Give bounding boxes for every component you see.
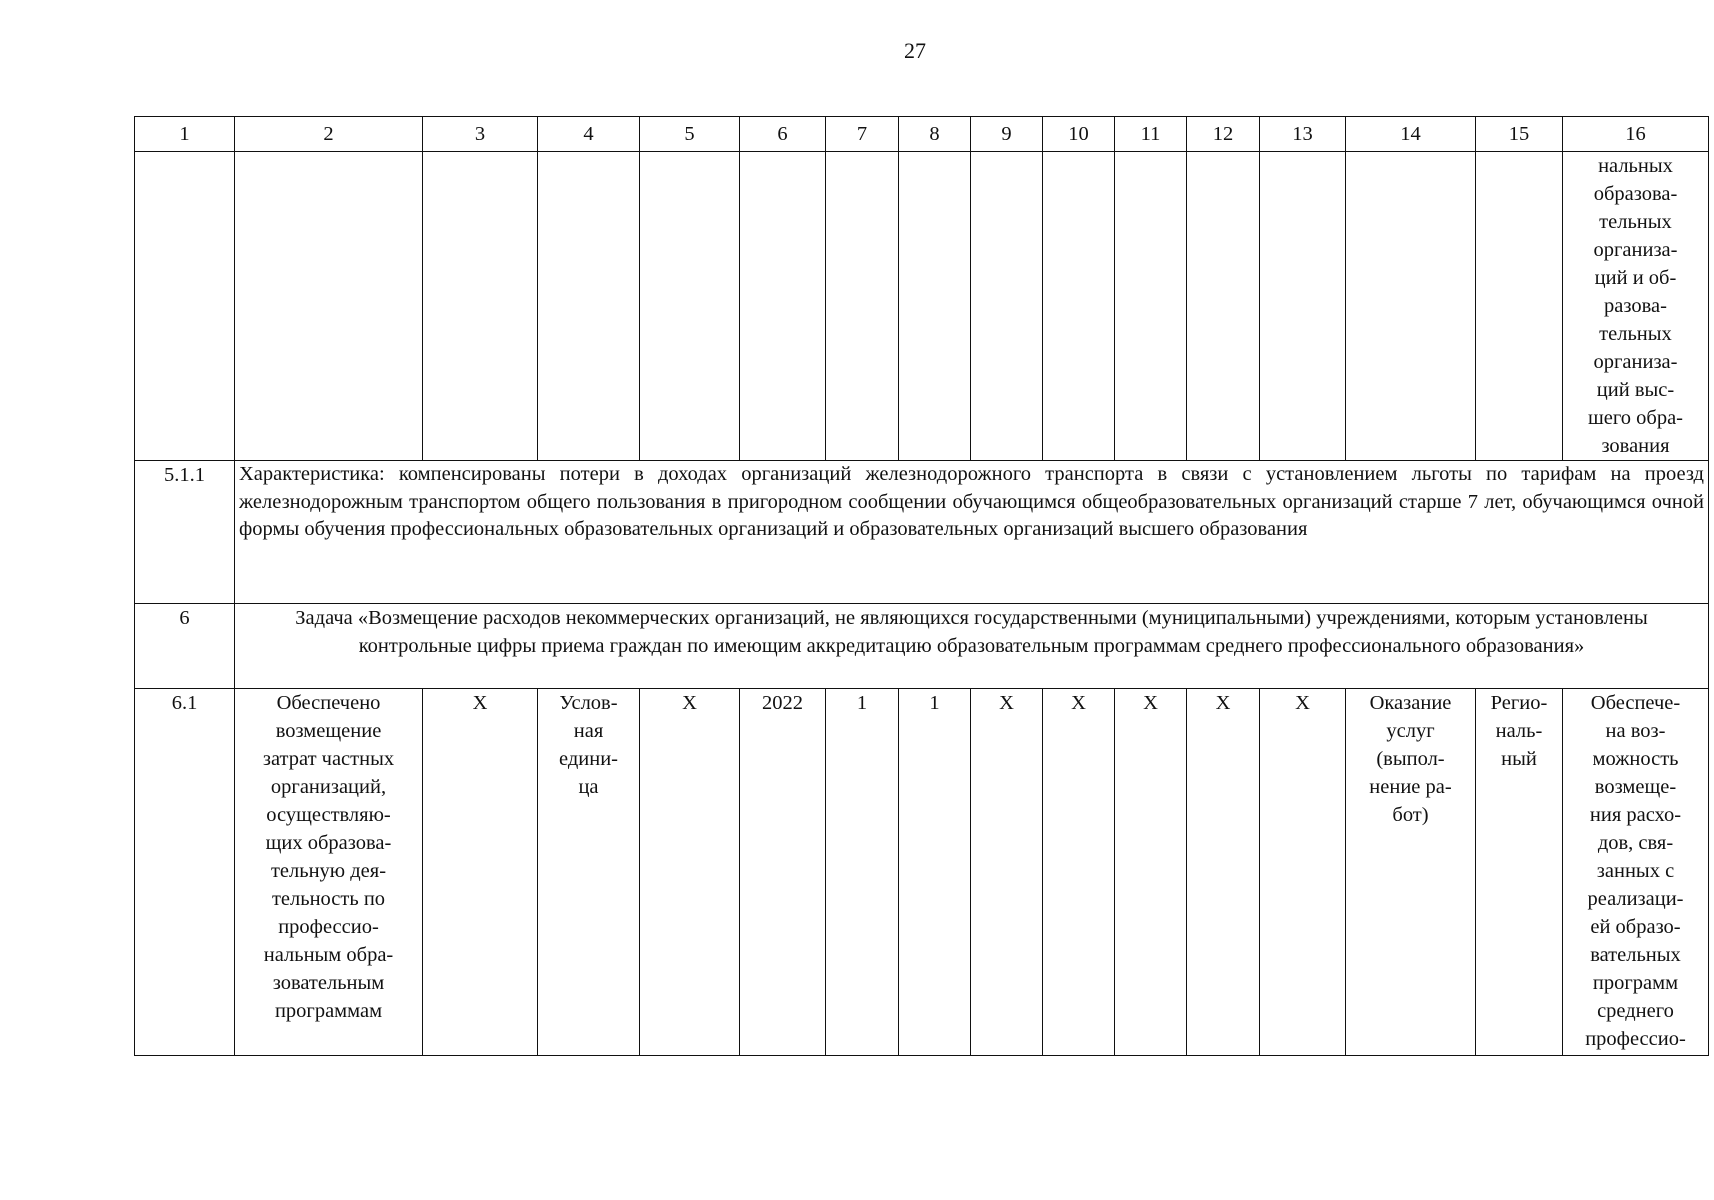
task-text: Задача «Возмещение расходов некоммерческих организаций, не являющихся государственными (муниципальными) учреждениями, которым установлены контрольные цифры приема граждан по имеющим аккредитацию образовательным программам среднего профессионального образования»: [235, 604, 1709, 689]
table-cell: 1: [826, 689, 899, 1056]
table-cell: X: [971, 689, 1043, 1056]
header-cell: 9: [971, 117, 1043, 152]
table-cell-empty: [1476, 152, 1563, 461]
header-cell: 4: [538, 117, 640, 152]
table-cell-empty: [235, 152, 423, 461]
header-cell: 3: [423, 117, 538, 152]
table-cell: X: [1115, 689, 1187, 1056]
page-number: 27: [904, 38, 926, 63]
row-6: [135, 604, 1709, 689]
table-cell-empty: [899, 152, 971, 461]
header-cell: 7: [826, 117, 899, 152]
table-cell-empty: [1043, 152, 1115, 461]
row-number: 6: [135, 604, 235, 689]
header-cell: 12: [1187, 117, 1260, 152]
table-cell-empty: [1346, 152, 1476, 461]
continuation-row: [135, 152, 1709, 461]
characteristic-cell: Обеспече- на воз- можность возмеще- ния расхо- дов, свя- занных с реализаци- ей образо- вательных программ среднего профессио-: [1563, 689, 1709, 1056]
header-cell: 14: [1346, 117, 1476, 152]
header-cell: 8: [899, 117, 971, 152]
header-cell: 11: [1115, 117, 1187, 152]
result-description: Обеспечено возмещение затрат частных организаций, осуществляю- щих образова- тельную дея- тельность по профессио- нальным обра- зовательным программам: [235, 689, 423, 1056]
continuation-cell-16: нальных образова- тельных организа- ций и об- разова- тельных организа- ций выс- шего обра- зования: [1563, 152, 1709, 461]
header-cell: 16: [1563, 117, 1709, 152]
unit-of-measure: Услов- ная едини- ца: [538, 689, 640, 1056]
row-number: 6.1: [135, 689, 235, 1056]
header-cell: 10: [1043, 117, 1115, 152]
header-row: [135, 117, 1709, 152]
table-cell-empty: [740, 152, 826, 461]
table-cell-empty: [826, 152, 899, 461]
header-cell: 15: [1476, 117, 1563, 152]
table-cell: X: [640, 689, 740, 1056]
row-number: 5.1.1: [135, 461, 235, 604]
table-cell: X: [1260, 689, 1346, 1056]
header-cell: 2: [235, 117, 423, 152]
header-cell: 1: [135, 117, 235, 152]
row-5-1-1: [135, 461, 1709, 604]
table-cell-empty: [538, 152, 640, 461]
table-container: [134, 116, 1709, 1056]
table-cell-empty: [1115, 152, 1187, 461]
table-cell: X: [423, 689, 538, 1056]
table-cell: X: [1043, 689, 1115, 1056]
table-cell-empty: [423, 152, 538, 461]
header-cell: 5: [640, 117, 740, 152]
table-cell-empty: [135, 152, 235, 461]
header-cell: 13: [1260, 117, 1346, 152]
result-type: Оказание услуг (выпол- нение ра- бот): [1346, 689, 1476, 1056]
year-cell: 2022: [740, 689, 826, 1056]
level-cell: Регио- наль- ный: [1476, 689, 1563, 1056]
table-cell-empty: [1187, 152, 1260, 461]
row-6-1: [135, 689, 1709, 1056]
table-cell-empty: [640, 152, 740, 461]
characteristic-text: Характеристика: компенсированы потери в доходах организаций железнодорожного транспорта в связи с установлением льготы по тарифам на проезд железнодорожным транспортом общего пользования в пригородном сообщении обучающимся общеобразовательных организаций старше 7 лет, обучающимся очной формы обучения профессиональных образовательных организаций и образовательных организаций высшего образования: [235, 461, 1709, 604]
program-table: [134, 116, 1709, 1056]
header-cell: 6: [740, 117, 826, 152]
table-cell-empty: [1260, 152, 1346, 461]
table-cell-empty: [971, 152, 1043, 461]
table-cell: 1: [899, 689, 971, 1056]
table-cell: X: [1187, 689, 1260, 1056]
